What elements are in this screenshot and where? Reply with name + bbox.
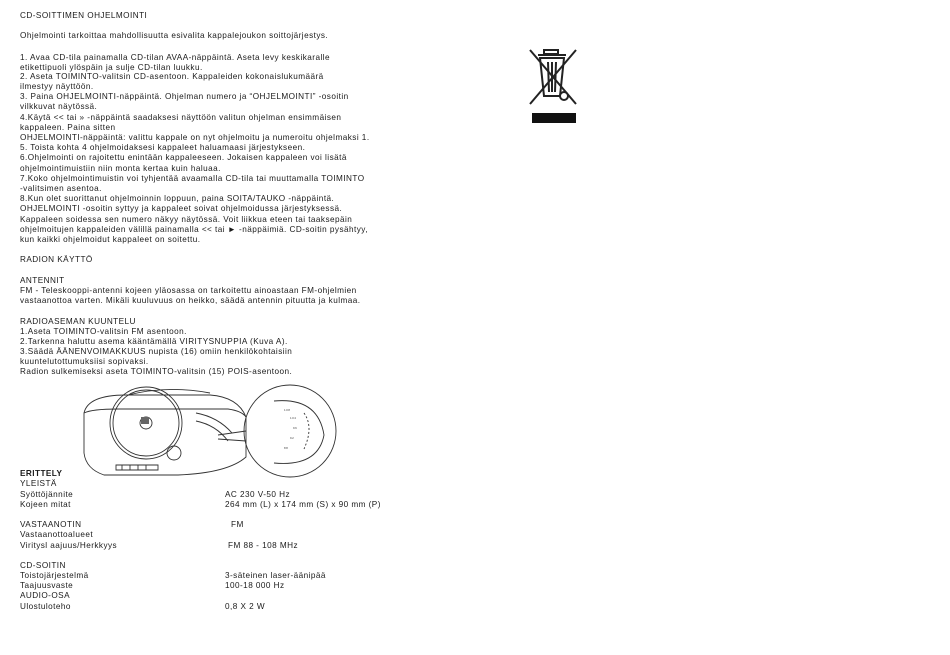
specs-general: YLEISTÄ <box>20 479 57 488</box>
antenna-title: ANTENNIT <box>20 276 65 285</box>
svg-text:104: 104 <box>290 416 297 420</box>
output-value: 0,8 X 2 W <box>225 602 265 611</box>
audio-label: AUDIO-OSA <box>20 591 70 600</box>
listen-line: Radion sulkemiseksi aseta TOIMINTO-valitsin (15) POIS-asentoon. <box>20 367 293 376</box>
response-value: 100-18 000 Hz <box>225 581 285 590</box>
listen-line: kuuntelutottumuksiisi sopivaksi. <box>20 357 149 366</box>
cd-intro: Ohjelmointi tarkoittaa mahdollisuutta esivalita kappalejoukon soittojärjestys. <box>20 31 329 40</box>
cd-line: vilkkuvat näytössä. <box>20 102 98 111</box>
cd-section-title: CD-SOITTIMEN OHJELMOINTI <box>20 11 148 20</box>
range-value: FM 88 - 108 MHz <box>228 541 298 550</box>
svg-text:108: 108 <box>284 408 291 412</box>
supply-label: Syöttöjännite <box>20 490 74 499</box>
cd-line: 5. Toista kohta 4 ohjelmoidaksesi kappaleet haluamaasi järjestykseen. <box>20 143 306 152</box>
cd-line: 4.Käytä << tai » -näppäintä saadaksesi näyttöön valitun ohjelman ensimmäisen <box>20 113 342 122</box>
black-bar <box>532 113 576 123</box>
listen-line: 1.Aseta TOIMINTO-valitsin FM asentoon. <box>20 327 187 336</box>
response-label: Taajuusvaste <box>20 581 74 590</box>
svg-text:92: 92 <box>290 436 295 440</box>
cd-spec-label: CD-SOITIN <box>20 561 66 570</box>
antenna-line: FM - Teleskooppi-antenni kojeen yläosassa on tarkoitettu ainoastaan FM-ohjelmien <box>20 286 357 295</box>
listen-line: 3.Säädä ÄÄNENVOIMAKKUUS nupista (16) omiin henkilökohtaisiin <box>20 347 293 356</box>
cd-line: Kappaleen soidessa sen numero näkyy näytössä. Voit liikkua eteen tai taaksepäin <box>20 215 353 224</box>
cd-line: OHJELMOINTI -osoitin syttyy ja kappaleet soivat ohjelmoidussa järjestyksessä. <box>20 204 343 213</box>
cd-line: ohjelmoitujen kappaleiden välillä painamalla << tai ► -näppäimiä. CD-soitin pysähtyy, <box>20 225 368 234</box>
specs-title: ERITTELY <box>20 469 63 478</box>
cd-player-illustration <box>78 383 454 479</box>
cd-line: OHJELMOINTI-näppäintä: valittu kappale on nyt ohjelmoitu ja numeroitu ohjelmaksi 1. <box>20 133 370 142</box>
cd-line: ohjelmointimuistiin niin monta kertaa kuin haluaa. <box>20 164 221 173</box>
system-label: Toistojärjestelmä <box>20 571 89 580</box>
dims-label: Kojeen mitat <box>20 500 71 509</box>
receiver-label: VASTAANOTIN <box>20 520 82 529</box>
antenna-line: vastaanottoa varten. Mikäli kuuluvuus on heikko, säädä antennin pituutta ja kulmaa. <box>20 296 361 305</box>
receiver-value: FM <box>231 520 244 529</box>
supply-value: AC 230 V-50 Hz <box>225 490 291 499</box>
cd-line: 7.Koko ohjelmointimuistin voi tyhjentää avaamalla CD-tila tai muuttamalla TOIMINTO <box>20 174 365 183</box>
system-value: 3-säteinen laser-äänipää <box>225 571 326 580</box>
bands-label: Vastaanottoalueet <box>20 530 94 539</box>
cd-line: 8.Kun olet suorittanut ohjelmoinnin loppuun, paina SOITA/TAUKO -näppäintä. <box>20 194 335 203</box>
cd-line: kun kaikki ohjelmoidut kappaleet on soitettu. <box>20 235 201 244</box>
svg-text:96: 96 <box>293 426 298 430</box>
output-label: Ulostuloteho <box>20 602 71 611</box>
cd-line: -valitsimen asentoa. <box>20 184 102 193</box>
listen-line: 2.Tarkenna haluttu asema kääntämällä VIRITYSNUPPIA (Kuva A). <box>20 337 288 346</box>
dims-value: 264 mm (L) x 174 mm (S) x 90 mm (P) <box>225 500 381 509</box>
cd-line: kappaleen. Paina sitten <box>20 123 116 132</box>
cd-line: 2. Aseta TOIMINTO-valitsin CD-asentoon. Kappaleiden kokonaislukumäärä <box>20 72 324 81</box>
listen-title: RADIOASEMAN KUUNTELU <box>20 317 136 326</box>
svg-text:88: 88 <box>284 446 289 450</box>
cd-line: 6.Ohjelmointi on rajoitettu enintään kappaleeseen. Jokaisen kappaleen voi lisätä <box>20 153 347 162</box>
cd-line: etikettipuoli ylöspäin ja sulje CD-tilan luukku. <box>20 63 203 72</box>
cd-line: ilmestyy näyttöön. <box>20 82 94 91</box>
cd-line: 3. Paina OHJELMOINTI-näppäintä. Ohjelman numero ja “OHJELMOINTI” -osoitin <box>20 92 349 101</box>
cd-line: 1. Avaa CD-tila painamalla CD-tilan AVAA-näppäintä. Aseta levy keskikaralle <box>20 53 330 62</box>
range-label: Viritysl aajuus/Herkkyys <box>20 541 118 550</box>
crossed-out-bin-icon <box>526 46 580 108</box>
radio-section-title: RADION KÄYTTÖ <box>20 255 93 264</box>
